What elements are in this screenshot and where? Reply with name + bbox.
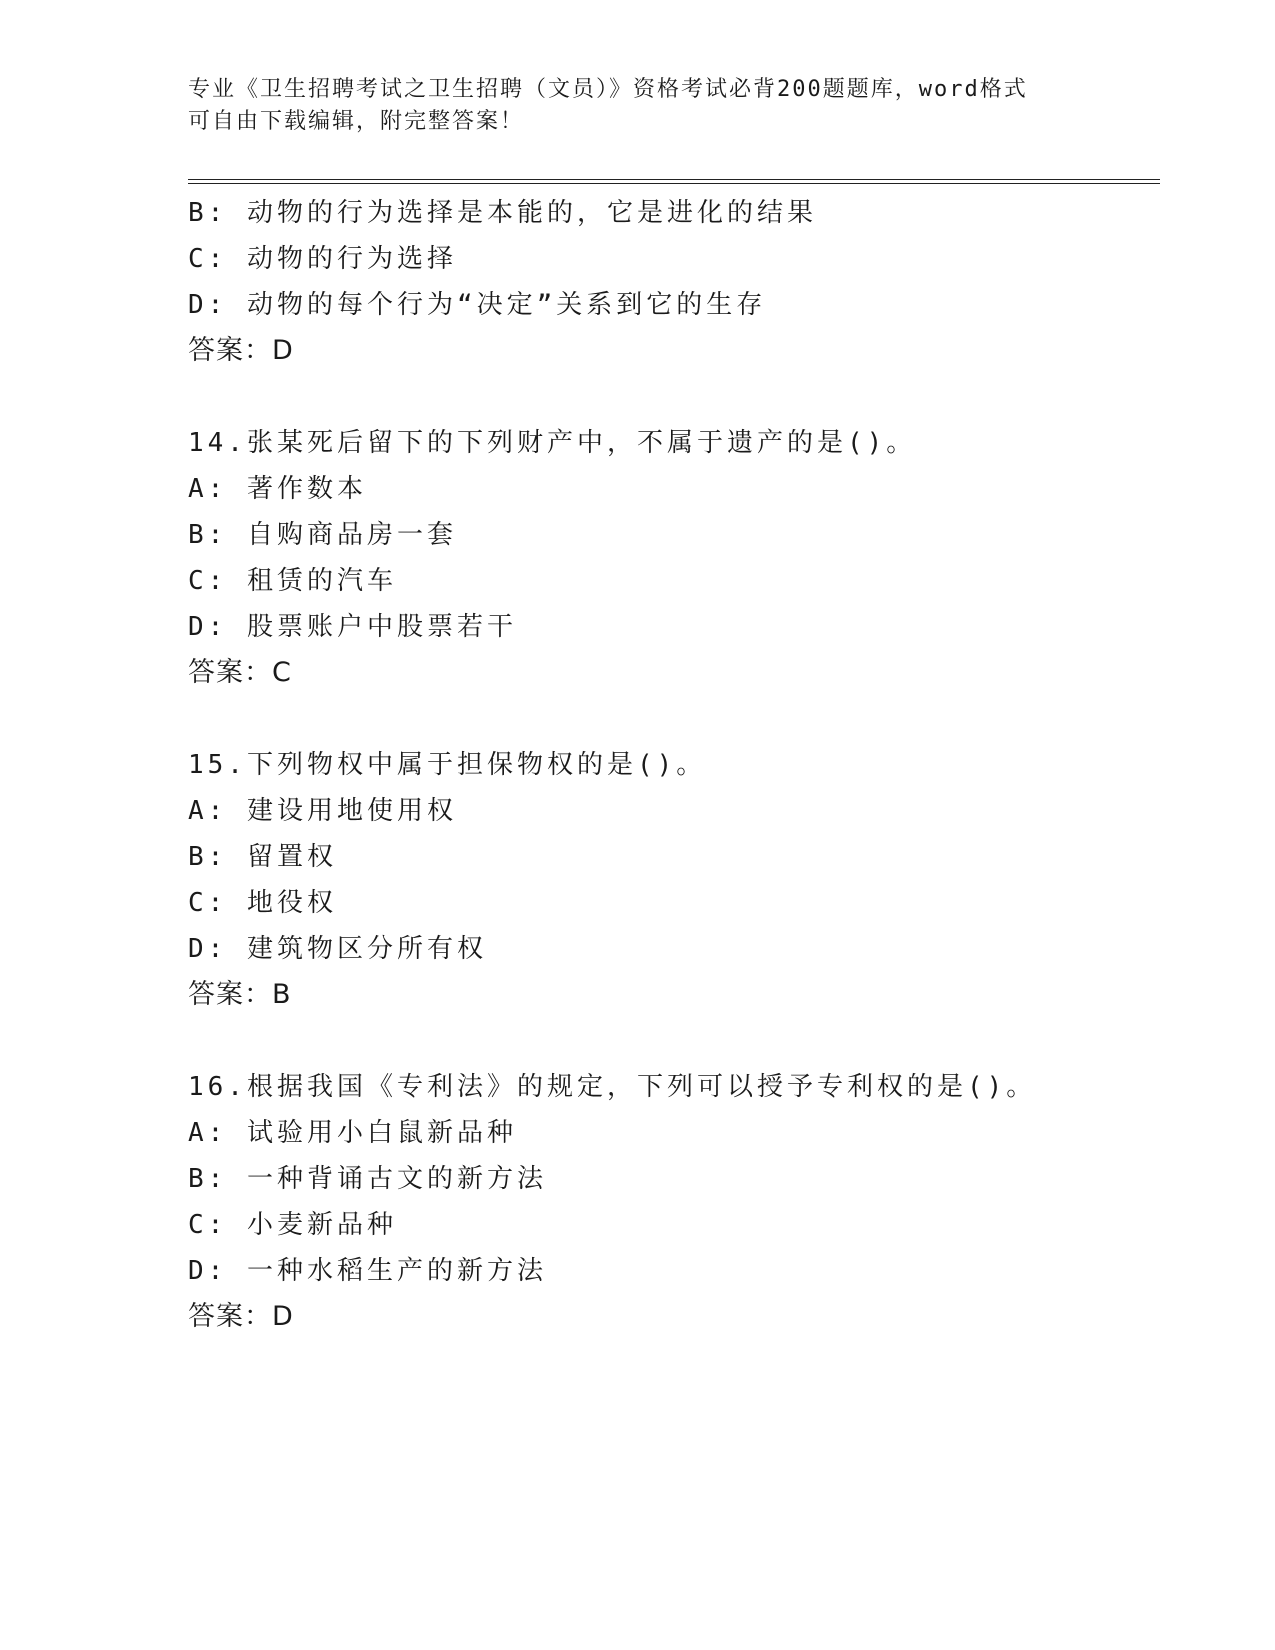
spacer xyxy=(188,374,1168,420)
question-16 xyxy=(188,1064,1168,1340)
header-title-line-1: 专业《卫生招聘考试之卫生招聘（文员）》资格考试必背200题题库，word格式 xyxy=(188,77,1028,102)
option-d: D: 一种水稻生产的新方法 xyxy=(188,1256,547,1286)
answer-line: 答案：C xyxy=(188,657,292,688)
option-a: A: 建设用地使用权 xyxy=(188,796,457,826)
answer-line: 答案：D xyxy=(188,335,294,366)
carryover-question xyxy=(188,190,1168,374)
spacer xyxy=(188,696,1168,742)
option-d: D: 建筑物区分所有权 xyxy=(188,934,487,964)
option-b: B: 自购商品房一套 xyxy=(188,520,457,550)
question-list xyxy=(188,190,1168,1340)
option-b: B: 动物的行为选择是本能的，它是进化的结果 xyxy=(188,198,817,228)
question-stem: 16.根据我国《专利法》的规定，下列可以授予专利权的是()。 xyxy=(188,1072,1037,1102)
spacer xyxy=(188,1018,1168,1064)
option-b: B: 一种背诵古文的新方法 xyxy=(188,1164,547,1194)
answer-line: 答案：D xyxy=(188,1301,294,1332)
option-d: D: 动物的每个行为“决定”关系到它的生存 xyxy=(188,290,767,320)
option-b: B: 留置权 xyxy=(188,842,337,872)
option-c: C: 动物的行为选择 xyxy=(188,244,457,274)
answer-line: 答案：B xyxy=(188,979,292,1010)
option-c: C: 小麦新品种 xyxy=(188,1210,397,1240)
question-stem: 15.下列物权中属于担保物权的是()。 xyxy=(188,750,707,780)
option-c: C: 租赁的汽车 xyxy=(188,566,397,596)
option-c: C: 地役权 xyxy=(188,888,337,918)
option-d: D: 股票账户中股票若干 xyxy=(188,612,517,642)
page-header xyxy=(188,74,1088,138)
option-a: A: 试验用小白鼠新品种 xyxy=(188,1118,517,1148)
question-stem: 14.张某死后留下的下列财产中，不属于遗产的是()。 xyxy=(188,428,917,458)
option-a: A: 著作数本 xyxy=(188,474,367,504)
header-divider xyxy=(188,179,1160,184)
header-title-line-2: 可自由下载编辑，附完整答案！ xyxy=(188,109,525,134)
question-15 xyxy=(188,742,1168,1018)
question-14 xyxy=(188,420,1168,696)
